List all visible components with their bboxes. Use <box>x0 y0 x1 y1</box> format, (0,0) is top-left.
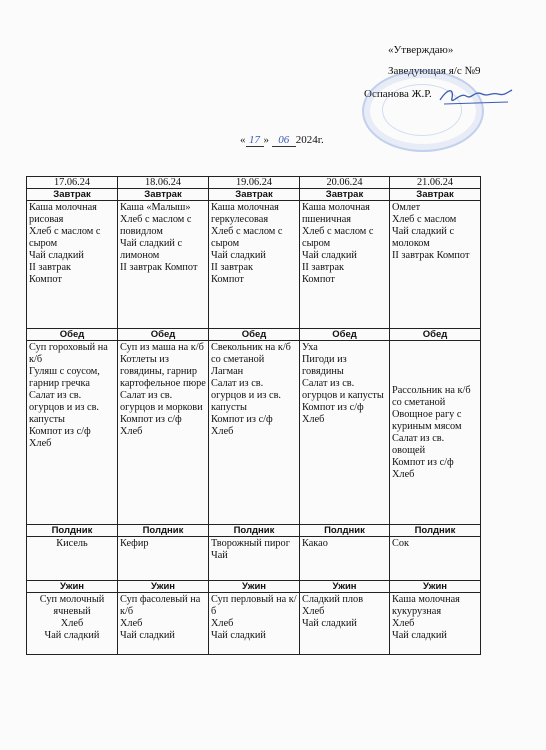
menu-item: Суп фасолевый на к/б <box>120 594 201 617</box>
menu-item: Хлеб <box>120 426 143 437</box>
menu-cell <box>118 201 209 329</box>
menu-cell <box>300 593 390 655</box>
meal-header: Завтрак <box>300 189 390 201</box>
date-day: 17 <box>246 134 264 147</box>
menu-item: Рассольник на к/б со сметаной <box>392 384 471 408</box>
menu-item: Какао <box>302 538 328 549</box>
date-cell: 20.06.24 <box>300 177 390 189</box>
menu-item: Каша молочная геркулесовая <box>211 202 279 225</box>
menu-item: Сладкий плов <box>302 594 364 605</box>
menu-item: Чай сладкий <box>392 630 447 641</box>
approval-label: «Утверждаю» <box>388 44 454 56</box>
meal-header: Полдник <box>27 525 118 537</box>
menu-cell <box>118 537 209 581</box>
menu-item: Компот из с/ф <box>29 426 91 437</box>
meal-header: Ужин <box>390 581 481 593</box>
menu-item: Омлет <box>392 202 421 213</box>
menu-item: Хлеб <box>211 618 234 629</box>
menu-item: Чай сладкий <box>44 630 100 641</box>
menu-item: Компот из с/ф <box>120 414 182 425</box>
meal-header: Полдник <box>390 525 481 537</box>
meal-header: Ужин <box>27 581 118 593</box>
meal-header: Завтрак <box>390 189 481 201</box>
menu-item: Компот из с/ф <box>302 402 364 413</box>
menu-item: Чай сладкий <box>302 250 357 261</box>
menu-cell <box>390 537 481 581</box>
menu-cell <box>209 593 300 655</box>
menu-item: Кисель <box>56 538 88 549</box>
menu-item: Хлеб <box>120 618 143 629</box>
meal-header: Ужин <box>209 581 300 593</box>
meal-header: Завтрак <box>27 189 118 201</box>
menu-item: Лагман <box>211 366 244 377</box>
menu-item: Овощное рагу с куриным мясом <box>392 408 462 432</box>
menu-cell <box>27 537 118 581</box>
menu-item: Свекольник на к/б со сметаной <box>211 342 291 365</box>
menu-item: Салат из св. огурцов и капусты <box>302 378 384 401</box>
meal-row-breakfast <box>27 201 481 329</box>
menu-item: Чай сладкий <box>29 250 84 261</box>
meal-header-row-breakfast <box>27 189 481 201</box>
meal-header: Полдник <box>300 525 390 537</box>
menu-item: II завтрак <box>211 262 254 273</box>
menu-item: Хлеб <box>392 468 415 480</box>
meal-header: Ужин <box>300 581 390 593</box>
menu-item: Хлеб с маслом с сыром <box>29 226 101 249</box>
menu-item: Каша молочная рисовая <box>29 202 97 225</box>
menu-item: Хлеб с маслом <box>392 214 457 225</box>
meal-header: Завтрак <box>209 189 300 201</box>
menu-item: Кефир <box>120 538 149 549</box>
menu-table <box>26 176 481 655</box>
menu-cell <box>300 341 390 525</box>
date-cell: 19.06.24 <box>209 177 300 189</box>
menu-cell <box>390 341 481 525</box>
menu-item: II завтрак <box>302 262 345 273</box>
menu-cell <box>118 341 209 525</box>
menu-item: Уха <box>302 342 318 353</box>
menu-item: II завтрак <box>29 262 72 273</box>
menu-item: Чай <box>211 550 228 561</box>
menu-cell <box>209 201 300 329</box>
date-cell: 18.06.24 <box>118 177 209 189</box>
menu-item: Суп из маша на к/б <box>120 342 204 353</box>
approver-position: Заведующая я/с №9 <box>388 65 481 77</box>
date-cell: 17.06.24 <box>27 177 118 189</box>
meal-header: Полдник <box>118 525 209 537</box>
menu-cell <box>118 593 209 655</box>
meal-row-snack <box>27 537 481 581</box>
date-month: 06 <box>272 134 296 147</box>
menu-cell <box>390 593 481 655</box>
menu-item: Суп гороховый на к/б <box>29 342 108 365</box>
menu-item: Котлеты из говядины, гарнир картофельное пюре <box>120 354 206 389</box>
menu-item: II завтрак Компот <box>120 262 198 273</box>
menu-item: Чай сладкий с лимоном <box>120 238 183 261</box>
meal-header: Обед <box>118 329 209 341</box>
document-date: « 17 » 06 2024г. <box>240 134 324 146</box>
meal-header: Обед <box>209 329 300 341</box>
menu-item: Хлеб <box>29 438 52 449</box>
menu-cell <box>209 537 300 581</box>
menu-item: Хлеб <box>302 606 325 617</box>
menu-item: Компот из с/ф <box>211 414 273 425</box>
menu-item: Салат из св. огурцов и из св. капусты <box>29 390 100 425</box>
menu-item: Хлеб <box>392 618 415 629</box>
menu-item: Чай сладкий <box>120 630 175 641</box>
menu-item: Сок <box>392 538 410 549</box>
menu-item: Компот <box>302 274 335 285</box>
menu-cell <box>27 593 118 655</box>
approver-name: Оспанова Ж.Р. <box>364 88 432 100</box>
menu-item: Хлеб с маслом с сыром <box>302 226 374 249</box>
menu-item: Чай сладкий <box>302 618 357 629</box>
meal-header: Полдник <box>209 525 300 537</box>
menu-item: Хлеб <box>60 618 84 629</box>
menu-item: Чай сладкий с молоком <box>392 226 455 249</box>
menu-item: II завтрак Компот <box>392 250 470 261</box>
menu-item: Компот <box>29 274 62 285</box>
menu-item: Хлеб <box>302 414 325 425</box>
menu-cell <box>27 341 118 525</box>
menu-item: Компот <box>211 274 244 285</box>
menu-cell <box>27 201 118 329</box>
meal-header: Ужин <box>118 581 209 593</box>
menu-item: Гуляш с соусом, гарнир гречка <box>29 366 100 389</box>
date-year: 2024г. <box>295 134 324 146</box>
menu-cell <box>300 537 390 581</box>
menu-item: Каша «Малыш» <box>120 202 191 213</box>
meal-header-row-lunch <box>27 329 481 341</box>
meal-header: Обед <box>390 329 481 341</box>
meal-row-lunch <box>27 341 481 525</box>
menu-item: Хлеб с маслом с повидлом <box>120 214 192 237</box>
menu-item: Хлеб с маслом с сыром <box>211 226 283 249</box>
meal-header-row-snack <box>27 525 481 537</box>
menu-item: Чай сладкий <box>211 630 266 641</box>
meal-header-row-dinner <box>27 581 481 593</box>
menu-item: Суп молочный ячневый <box>39 594 105 617</box>
menu-item: Салат из св. овощей <box>392 432 445 456</box>
menu-cell <box>300 201 390 329</box>
date-row <box>27 177 481 189</box>
menu-cell <box>390 201 481 329</box>
menu-item: Каша молочная пшеничная <box>302 202 370 225</box>
menu-item: Творожный пирог <box>211 538 290 549</box>
meal-header: Завтрак <box>118 189 209 201</box>
meal-header: Обед <box>27 329 118 341</box>
menu-item: Суп перловый на к/б <box>211 594 297 617</box>
meal-row-dinner <box>27 593 481 655</box>
date-cell: 21.06.24 <box>390 177 481 189</box>
menu-item: Салат из св. огурцов и моркови <box>120 390 203 413</box>
menu-item: Хлеб <box>211 426 234 437</box>
menu-item: Пигоди из говядины <box>302 354 347 377</box>
menu-item: Каша молочная кукурузная <box>392 594 460 617</box>
menu-item: Чай сладкий <box>211 250 266 261</box>
meal-header: Обед <box>300 329 390 341</box>
menu-cell <box>209 341 300 525</box>
menu-item: Салат из св. огурцов и из св. капусты <box>211 378 282 413</box>
signature <box>438 84 514 108</box>
menu-item: Компот из с/ф <box>392 456 454 468</box>
